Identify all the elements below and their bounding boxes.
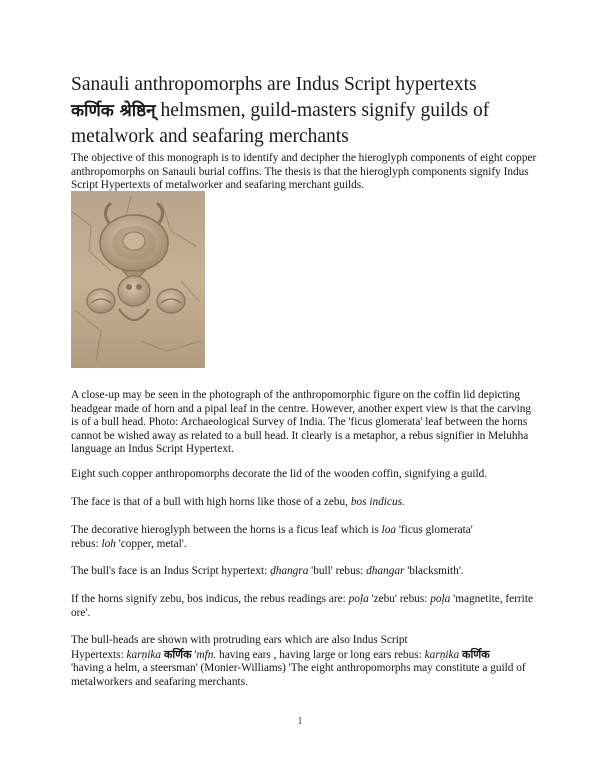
anthropomorph-photo xyxy=(71,191,205,368)
title-line-2 xyxy=(71,98,551,150)
ficus-leaf-paragraph xyxy=(71,524,541,551)
bull-text-c: 'blacksmith'. xyxy=(404,565,464,577)
ficus-text-d: 'copper, metal'. xyxy=(115,537,187,550)
bull-text-b: 'bull' rebus: xyxy=(308,565,367,577)
karnika-devanagari-2: कर्णिक xyxy=(462,647,490,661)
bull-hypertext-paragraph xyxy=(71,565,541,579)
ficus-text-b: 'ficus glomerata' xyxy=(396,524,473,536)
karnika-term-2: karṇika xyxy=(424,648,460,661)
mfn-term: mfn. xyxy=(196,648,217,661)
ficus-text-c: rebus: xyxy=(71,537,102,550)
horns-text-b: 'zebu' rebus: xyxy=(368,593,431,605)
ears-text-b: Hypertexts: xyxy=(71,648,127,661)
intro-paragraph: The objective of this monograph is to identify and decipher the hieroglyph components of eight copper anthropomorphs on Sanauli burial coffins. The thesis is that the hieroglyph components signify Indus Script Hypertexts of metalworker and seafaring merchant guilds. xyxy=(71,152,537,192)
page-title xyxy=(71,72,551,150)
title-line-1: Sanauli anthropomorphs are Indus Script hypertexts xyxy=(71,74,477,95)
karnika-devanagari-1: कर्णिक xyxy=(163,647,192,661)
ears-text-a: The bull-heads are shown with protruding ears which are also Indus Script xyxy=(71,634,408,646)
ears-text-d: having ears , having large or long ears rebus: xyxy=(216,648,425,661)
dhangra-term: ḍhangra xyxy=(270,565,309,577)
bos-indicus-term: bos indicus. xyxy=(350,496,405,508)
page-number: 1 xyxy=(297,716,303,727)
ears-text-c: ' xyxy=(191,648,197,661)
dhangar-term: dhangar xyxy=(366,565,405,577)
title-devanagari: कर्णिक श्रेष्ठिन् xyxy=(71,101,156,121)
ears-text-e: 'having a helm, a steersman' (Monier-Williams) 'The eight anthropomorphs may constitute a guild of metalworkers and seafaring merchants. xyxy=(71,662,526,688)
title-rest: helmsmen, guild-masters signify guilds of metalwork and seafaring merchants xyxy=(71,100,490,147)
horns-text-a: If the horns signify zebu, bos indicus, the rebus readings are: xyxy=(71,593,349,605)
anthropomorph-relief-photo xyxy=(71,191,205,368)
ears-paragraph xyxy=(71,634,541,689)
pola-term-1: poḷa xyxy=(348,593,369,605)
karnika-term-1: karṇika xyxy=(126,648,162,661)
bull-face-paragraph xyxy=(71,496,541,510)
pola-term-2: poḷa xyxy=(430,593,451,605)
loa-term: loa xyxy=(381,524,396,536)
loh-term: loh xyxy=(101,537,116,550)
ficus-text-a: The decorative hieroglyph between the horns is a ficus leaf which is xyxy=(71,524,382,536)
bull-face-text: The face is that of a bull with high horns like those of a zebu, xyxy=(71,496,351,508)
eight-anthropomorphs-paragraph: Eight such copper anthropomorphs decorate the lid of the wooden coffin, signifying a guild. xyxy=(71,468,488,480)
photo-caption-paragraph: A close-up may be seen in the photograph of the anthropomorphic figure on the coffin lid depicting headgear made of horn and a pipal leaf in the centre. However, another expert view is that the carving is of a bull head. Photo: Archaeological Survey of India. The 'ficus glomerata' leaf between the horns cannot be wished away as related to a bull head. It clearly is a metaphor, a rebus signifier in Meluhha language an Indus Script Hypertext. xyxy=(71,389,532,456)
bull-text-a: The bull's face is an Indus Script hypertext: xyxy=(71,565,271,577)
horns-text-c: 'magnetite, ferrite ore'. xyxy=(71,593,533,619)
horns-zebu-paragraph xyxy=(71,593,541,620)
